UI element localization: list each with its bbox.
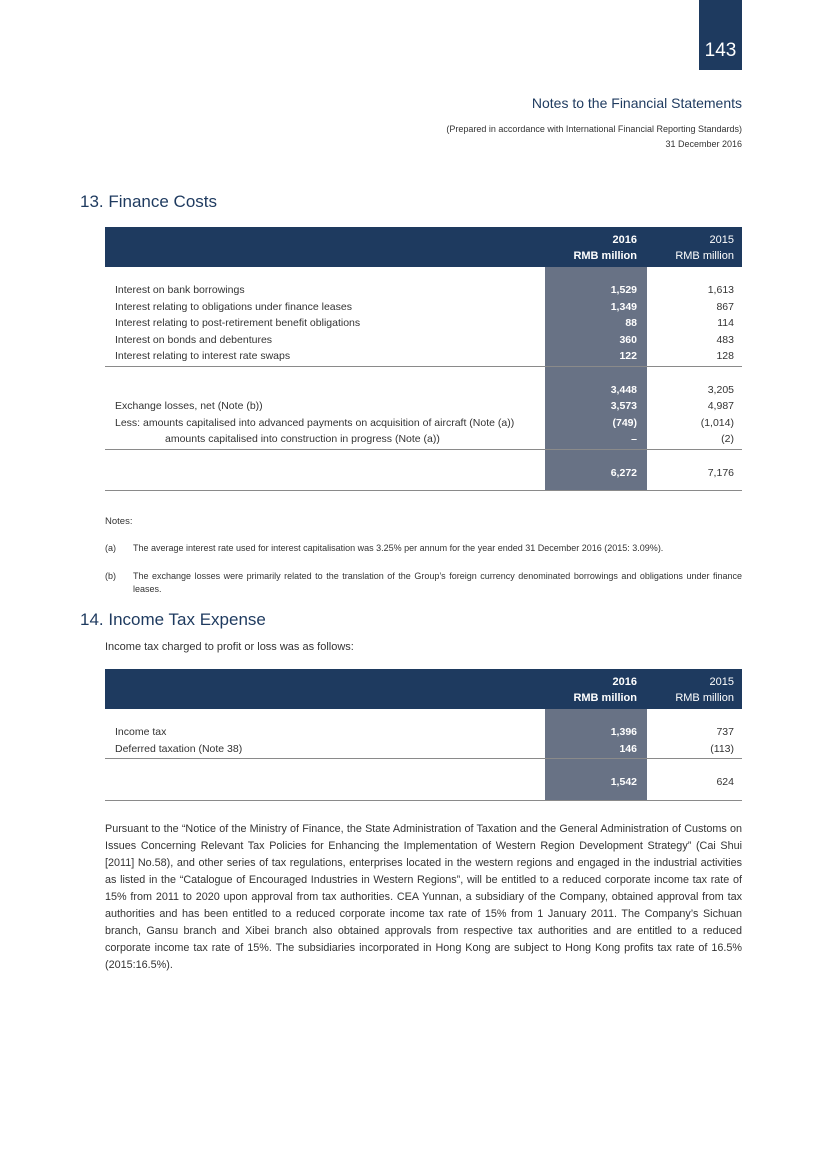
value-2016: 88 — [625, 317, 637, 329]
row-label: Interest relating to interest rate swaps — [115, 350, 291, 362]
note-text: The average interest rate used for interest capitalisation was 3.25% per annum for the year ended 31 December 2016 (2015: 3.09%). — [133, 543, 664, 553]
note-label: (a) — [105, 543, 116, 553]
page-number: 143 — [704, 40, 737, 61]
row-divider — [105, 449, 742, 450]
table-row — [105, 742, 742, 759]
note-text: The exchange losses were primarily related to the translation of the Group’s foreign currency denominated borrowings and obligations under finance leases. — [133, 571, 742, 594]
table-row — [105, 416, 742, 433]
row-divider — [105, 758, 742, 759]
value-2016: 6,272 — [610, 466, 637, 479]
table-row — [105, 432, 742, 449]
page-number-tab — [699, 0, 742, 70]
table-header — [105, 227, 742, 267]
row-label: Less: amounts capitalised into advanced payments on acquisition of aircraft (Note (a)) — [115, 416, 515, 429]
income-tax-paragraph: Pursuant to the “Notice of the Ministry of Finance, the State Administration of Taxation and the General Administration of Customs on Issues Concerning Relevant Tax Policies for Enhancing the Implementation of Western Region Development Strategy” (Cai Shui [2011] No.58), and other series of tax regulations, enterprises located in the western regions and engaged in the industrial activities as listed in the “Catalogue of Encouraged Industries in Western Regions”, will be entitled to a reduced corporate income tax rate of 15% from 2011 to 2020 upon approval from tax authorities. CEA Yunnan, a subsidiary of the Company, obtained approval from tax authorities and has been entitled to a reduced corporate income tax rate of 15% from 1 January 2011. The Company’s Sichuan branch, Gansu branch and Xibei branch also obtained approvals from respective tax authorities and are entitled to a reduced corporate income tax rate of 15%. The subsidiaries incorporated in Hong Kong are subject to Hong Kong profits tax rate of 16.5% (2015:16.5%). — [105, 823, 742, 971]
total-row — [105, 775, 742, 792]
section-title-finance-costs: 13. Finance Costs — [80, 192, 218, 211]
row-label: Exchange losses, net (Note (b)) — [115, 400, 263, 412]
table-row — [105, 399, 742, 416]
notes-title: Notes: — [105, 516, 133, 527]
col-2016-unit: RMB million — [573, 692, 637, 704]
value-2015: 4,987 — [707, 400, 734, 412]
col-2015-unit: RMB million — [675, 250, 734, 262]
value-2016: – — [631, 433, 637, 445]
header-title: Notes to the Financial Statements — [531, 95, 742, 111]
finance-costs-table — [105, 227, 742, 491]
note-b — [105, 570, 742, 596]
value-2016: 3,573 — [610, 400, 637, 412]
table-row — [105, 725, 742, 742]
col-2016-year: 2016 — [612, 676, 637, 688]
table-row — [105, 316, 742, 333]
table-header — [105, 669, 742, 709]
value-2016: 3,448 — [610, 383, 637, 396]
col-2016-year: 2016 — [612, 234, 637, 246]
value-2016: 360 — [619, 333, 637, 346]
col-2016-unit: RMB million — [573, 250, 637, 262]
value-2016: 146 — [619, 742, 637, 755]
row-label: amounts capitalised into construction in progress (Note (a)) — [165, 433, 440, 445]
value-2015: (1,014) — [700, 416, 734, 429]
table-row — [105, 349, 742, 366]
table-body — [105, 709, 742, 801]
value-2016: (749) — [612, 416, 637, 429]
row-divider — [105, 366, 742, 367]
header-subtitle: (Prepared in accordance with International Financial Reporting Standards) — [446, 124, 742, 134]
value-2016: 1,542 — [610, 776, 637, 788]
value-2015: 7,176 — [707, 466, 734, 479]
note-a — [105, 542, 742, 555]
value-2015: 3,205 — [707, 383, 734, 396]
value-2015: 1,613 — [707, 284, 734, 296]
header-date: 31 December 2016 — [665, 139, 742, 149]
value-2016: 122 — [619, 350, 637, 362]
value-2015: (113) — [710, 742, 734, 755]
col-2015-year: 2015 — [709, 676, 734, 688]
value-2015: 737 — [716, 726, 734, 738]
col-2015-unit: RMB million — [675, 692, 734, 704]
row-label: Interest relating to post-retirement benefit obligations — [115, 317, 361, 329]
value-2016: 1,396 — [610, 726, 637, 738]
row-label: Deferred taxation (Note 38) — [115, 742, 243, 755]
table-body — [105, 267, 742, 491]
total-row — [105, 466, 742, 483]
value-2015: (2) — [721, 433, 734, 445]
income-tax-table — [105, 669, 742, 801]
value-2015: 624 — [716, 776, 734, 788]
table-bottom-rule — [105, 490, 742, 491]
value-2016: 1,529 — [610, 284, 637, 296]
table-row — [105, 300, 742, 317]
row-label: Income tax — [115, 726, 167, 738]
row-label: Interest on bank borrowings — [115, 284, 245, 296]
value-2015: 128 — [716, 350, 734, 362]
row-label: Interest on bonds and debentures — [115, 333, 273, 346]
value-2015: 867 — [716, 300, 734, 313]
value-2015: 114 — [717, 317, 734, 329]
value-2016: 1,349 — [610, 300, 637, 313]
table-row — [105, 283, 742, 300]
row-label: Interest relating to obligations under finance leases — [115, 300, 352, 313]
income-tax-intro: Income tax charged to profit or loss was as follows: — [105, 641, 354, 653]
table-row — [105, 333, 742, 350]
table-bottom-rule — [105, 800, 742, 801]
section-title-income-tax: 14. Income Tax Expense — [80, 610, 266, 629]
note-label: (b) — [105, 571, 116, 581]
col-2015-year: 2015 — [709, 234, 734, 246]
value-2015: 483 — [716, 333, 734, 346]
subtotal-row — [105, 383, 742, 400]
